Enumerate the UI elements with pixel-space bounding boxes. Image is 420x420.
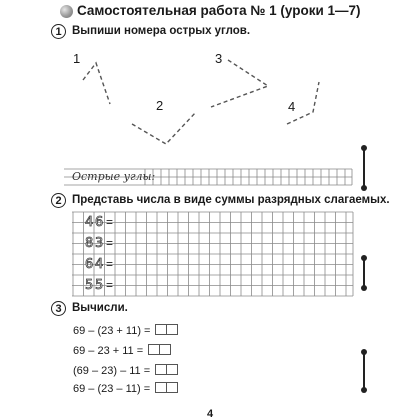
number-tens: 8 <box>85 235 94 251</box>
task1-answer-label: Острые углы: <box>72 170 156 183</box>
score-bar-1 <box>363 148 365 188</box>
answer-box[interactable] <box>160 344 171 355</box>
number-row-4 <box>85 275 113 295</box>
number-tens: 5 <box>85 277 94 293</box>
expression-row-3 <box>73 361 178 379</box>
angle-3 <box>211 60 268 107</box>
number-ones: 3 <box>95 235 104 251</box>
angle-label-4: 4 <box>288 99 296 114</box>
task1-text: Выпиши номера острых углов. <box>72 25 251 37</box>
task2-number: 2 <box>51 193 66 208</box>
number-tens: 6 <box>85 256 94 272</box>
angle-label-2: 2 <box>156 98 164 113</box>
page-title: Самостоятельная работа № 1 (уроки 1—7) <box>77 3 361 18</box>
task3-number: 3 <box>51 301 66 316</box>
number-ones: 6 <box>95 214 104 230</box>
expression-text: 69 – 23 + 11 = <box>73 345 144 357</box>
score-bar-2 <box>363 258 365 288</box>
expression-row-2 <box>73 341 171 359</box>
angle-1 <box>83 63 110 104</box>
number-row-1 <box>85 212 113 232</box>
equals-sign: = <box>106 278 114 292</box>
answer-box[interactable] <box>167 382 178 393</box>
task2-text: Представь числа в виде суммы разрядных слагаемых. <box>72 194 390 206</box>
expression-row-4 <box>73 379 178 397</box>
equals-sign: = <box>106 257 114 271</box>
task1-number: 1 <box>51 24 66 39</box>
number-ones: 4 <box>95 256 104 272</box>
score-bar-3 <box>363 352 365 390</box>
angles-figure <box>0 0 420 150</box>
page-number: 4 <box>207 408 214 420</box>
answer-box[interactable] <box>167 364 178 375</box>
expression-row-1 <box>73 321 178 339</box>
angle-2 <box>132 112 196 144</box>
number-row-2 <box>85 233 113 253</box>
equals-sign: = <box>106 236 114 250</box>
number-tens: 4 <box>85 214 94 230</box>
answer-box[interactable] <box>155 324 167 335</box>
answer-box[interactable] <box>148 344 160 355</box>
expression-text: 69 – (23 + 11) = <box>73 325 151 337</box>
angle-label-3: 3 <box>215 51 223 66</box>
task2-grid[interactable] <box>72 211 354 299</box>
answer-box[interactable] <box>155 364 167 375</box>
answer-box[interactable] <box>155 382 167 393</box>
angle-label-1: 1 <box>73 51 81 66</box>
number-row-3 <box>85 254 113 274</box>
expression-text: (69 – 23) – 11 = <box>73 365 151 377</box>
answer-box[interactable] <box>167 324 178 335</box>
task3-text: Вычисли. <box>72 302 128 314</box>
number-ones: 5 <box>95 277 104 293</box>
equals-sign: = <box>106 215 114 229</box>
expression-text: 69 – (23 – 11) = <box>73 383 151 395</box>
